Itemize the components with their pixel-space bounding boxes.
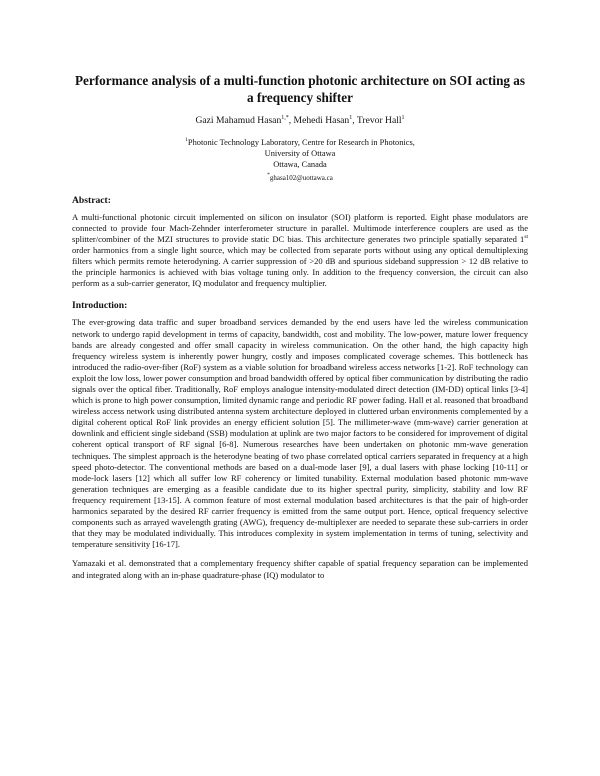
affiliation-lab: Photonic Technology Laboratory, Centre for Research in Photonics,	[187, 137, 415, 147]
ordinal-suffix: st	[524, 234, 528, 241]
abstract-text-part: A multi-functional photonic circuit implemented on silicon on insulator (SOI) platform is reported. Eight phase modulators are connected to provide four Mach-Zehnder interferometer structure in parallel. Multimode interference couplers are used as the splitter/combiner of the MZI structures to provide static DC bias. This architecture generates two principle spatially separated 1	[72, 211, 528, 244]
author-affiliation-mark: 1	[401, 115, 405, 121]
affiliation-university: University of Ottawa	[264, 148, 336, 158]
author-name: Trevor Hall	[356, 115, 402, 127]
author-name: Mehedi Hasan	[293, 115, 350, 127]
author-affiliation-mark: 1	[349, 115, 353, 121]
email-address: ghasa102@uottawa.ca	[269, 173, 333, 182]
author-list: Gazi Mahamud Hasan$^{1,*}$, Mehedi Hasan$^1$, Trevor Hall$^1$	[195, 115, 405, 127]
email-mark: *	[267, 171, 270, 178]
introduction-heading: Introduction:	[72, 300, 128, 312]
introduction-paragraph: Yamazaki et al. demonstrated that a complementary frequency shifter capable of spatial frequency separation can be implemented and integrated along with an in-phase quadrature-phase (IQ) modulator to	[72, 558, 528, 580]
abstract-text-part: order harmonics from a single light source, which may be collected from separate ports without using any optical demultiplexing filters which permits remote heterodyning. A carrier suppression of >20 dB and spurious sideband suppression > 12 dB relative to the principle harmonics is achieved with bias voltage tuning only. In addition to the frequency conversion, the circuit can also perform as a sub-carrier generator, IQ modulator and frequency multiplier.	[72, 245, 528, 289]
abstract-heading: Abstract:	[72, 194, 111, 206]
author-name: Gazi Mahamud Hasan	[195, 115, 282, 127]
affiliation-block	[72, 135, 528, 184]
affiliation-line	[72, 135, 528, 148]
corresponding-email	[72, 170, 528, 184]
author-affiliation-mark: 1,*	[281, 115, 289, 121]
abstract-text	[72, 212, 528, 290]
paper-title: Performance analysis of a multi-function photonic architecture on SOI acting as a frequency shifter	[74, 73, 526, 105]
introduction-paragraph: The ever-growing data traffic and super broadband services demanded by the end users have led the wireless communication network to undergo rapid development in terms of capacity, bandwidth, cost and mobility. The low-power, mature lower frequency bands are already congested and offer small capacity in wireless communication. On the other hand, the high capacity high frequency wireless system is inherently power hungry, costly and imposes complicated coverage schemes. This bottleneck has introduced the radio-over-fiber (RoF) system as a viable solution for broadband wireless access networks [1-2]. RoF technology can exploit the low loss, lower power consumption and broad bandwidth offered by optical fiber communication by distributing the radio signals over the optical fiber. Traditionally, RoF employs analogue intensity-modulated direct detection (IM-DD) optical links [3-4] which is prone to high power consumption, limited dynamic range and periodic RF power fading. Hall et al. reasoned that broadband wireless access network using distributed antenna system architecture deployed in cluttered urban environments complemented by a digital coherent optical RoF link provides an energy efficient solution [5]. The millimeter-wave (mm-wave) carrier generation at downlink and efficient single sideband (SSB) modulation at uplink are two major factors to be considered for improvement of digital coherent optical transport of RF signal [6-8]. Numerous researches have been undertaken on photonic mm-wave generation techniques. The simplest approach is the heterodyne beating of two phase correlated optical carriers separated in frequency at a high speed photo-detector. The conventional methods are based on a dual-mode laser [9], a dual lasers with phase locking [10-11] or mode-lock lasers [12] which all suffer low RF coherency or limited tunability. External modulation based photonic mm-wave generation techniques are emerging as a feasible candidate due to its higher spectral purity, simplicity, stability and low RF frequency requirement [13-15]. A common feature of most external modulation based architectures is that the pair of high-order harmonics separated by the desired RF carrier frequency is emitted from the same output port. Hence, optical frequency selective components such as arrayed wavelength grating (AWG), frequency de-multiplexer are needed to separate these sub-carriers in order that they may be modulated individually. This introduces complexity in system implementation in terms of tuning, selectivity and temperature sensitivity [16-17].	[72, 317, 528, 550]
affiliation-location: Ottawa, Canada	[273, 159, 327, 169]
affiliation-mark: 1	[185, 137, 188, 144]
